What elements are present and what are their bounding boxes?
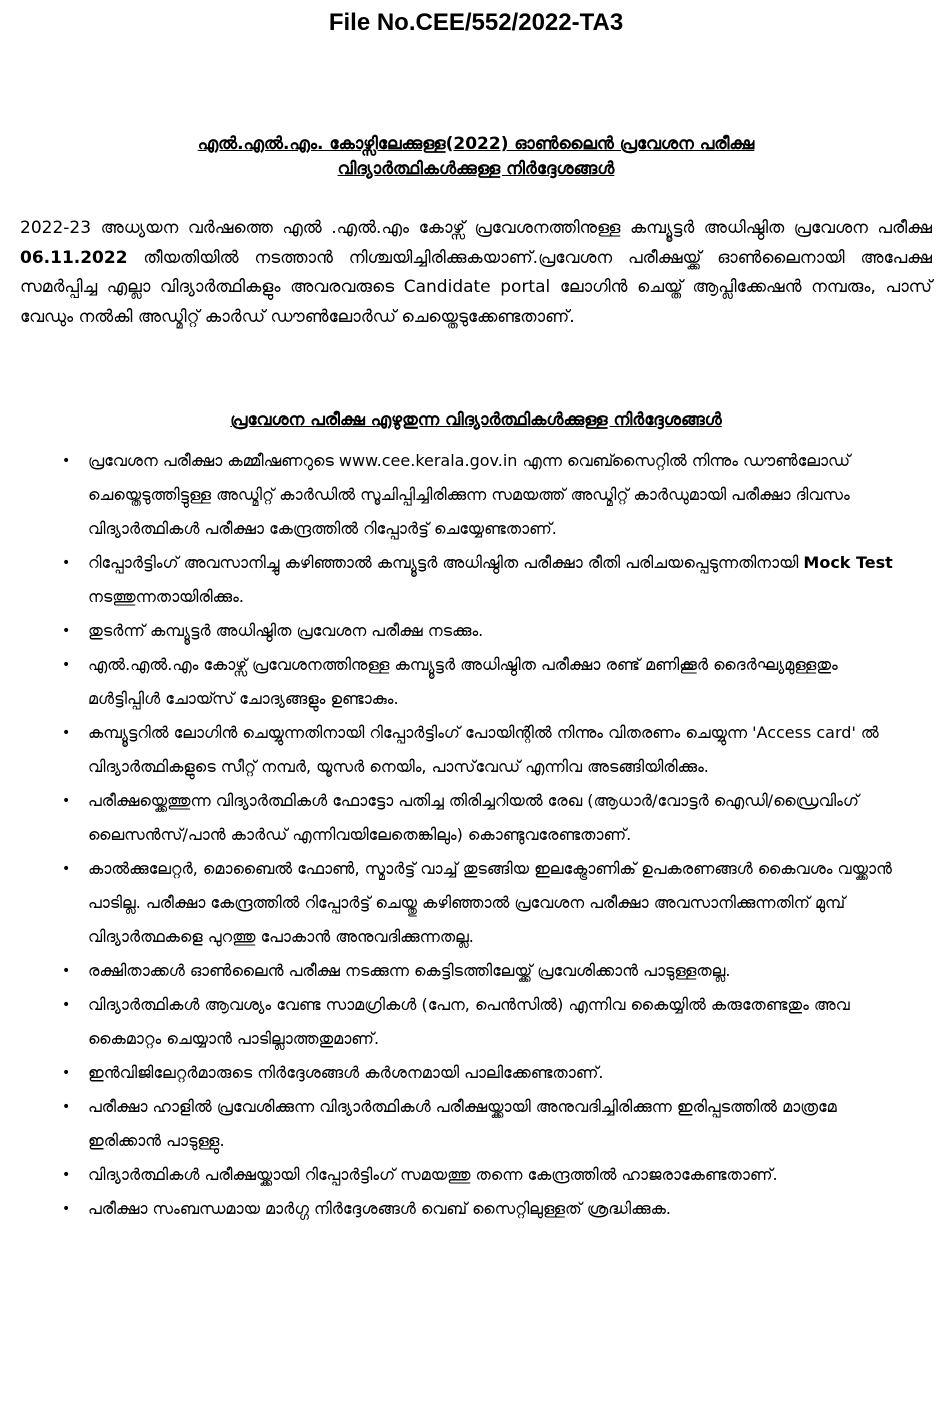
- bullet-icon: •: [62, 963, 71, 979]
- list-item: [0, 954, 952, 988]
- list-item: [0, 988, 952, 1056]
- list-item: [0, 852, 952, 954]
- list-item: [0, 614, 952, 648]
- list-item: [0, 784, 952, 852]
- bullet-icon: •: [62, 997, 71, 1013]
- file-number: File No.CEE/552/2022-TA3: [328, 9, 624, 36]
- instruction-text: പരീക്ഷാ സംബന്ധമായ മാർഗ്ഗ നിർദ്ദേശങ്ങൾ വെബ് സൈറ്റിലുള്ളത് ശ്രദ്ധിക്കുക.: [88, 1199, 671, 1218]
- list-item: [0, 546, 952, 614]
- instruction-text: കാൽക്കുലേറ്റർ, മൊബൈൽ ഫോൺ, സ്മാർട്ട് വാച്ച് തുടങ്ങിയ ഇലക്ട്രോണിക് ഉപകരണങ്ങൾ കൈവശം വയ്ക്കാൻ പാടില്ല. പരീക്ഷാ കേന്ദ്രത്തിൽ റിപ്പോർട്ട് ചെയ്തു കഴിഞ്ഞാൽ പ്രവേശന പരീക്ഷാ അവസാനിക്കുന്നതിന് മുമ്പ് വിദ്യാർത്ഥകളെ പുറത്തു പോകാൻ അനുവദിക്കുന്നതല്ല.: [88, 859, 892, 946]
- bullet-icon: •: [62, 1167, 71, 1183]
- bullet-icon: •: [62, 1201, 71, 1217]
- list-item: [0, 716, 952, 784]
- list-item: [0, 444, 952, 546]
- instruction-text: പരീക്ഷാ ഹാളിൽ പ്രവേശിക്കുന്ന വിദ്യാർത്ഥികൾ പരീക്ഷയ്ക്കായി അനുവദിച്ചിരിക്കുന്ന ഇരിപ്പടത്തിൽ മാത്രമേ ഇരിക്കാൻ പാടുള്ളു.: [88, 1097, 837, 1150]
- document-title-line-1: എൽ.എൽ.എം. കോഴ്സിലേക്കുള്ള(2022) ഓൺലൈൻ പ്രവേശന പരീക്ഷ: [197, 134, 755, 154]
- instruction-text: ഇൻവിജിലേറ്റർമാരുടെ നിർദ്ദേശങ്ങൾ കർശനമായി പാലിക്കേണ്ടതാണ്.: [88, 1063, 604, 1082]
- list-item: [0, 1090, 952, 1158]
- instruction-text: റിപ്പോർട്ടിംഗ് അവസാനിച്ചു കഴിഞ്ഞാൽ കമ്പ്യൂട്ടർ അധിഷ്ഠിത പരീക്ഷാ രീതി പരിചയപ്പെടുന്നതിനായി: [88, 553, 804, 572]
- instruction-text-end: നടത്തുന്നതായിരിക്കും.: [88, 587, 244, 606]
- bullet-icon: •: [62, 453, 71, 469]
- instruction-list: [0, 444, 952, 1226]
- bullet-icon: •: [62, 623, 71, 639]
- list-item: [0, 1056, 952, 1090]
- bullet-icon: •: [62, 555, 71, 571]
- bullet-icon: •: [62, 861, 71, 877]
- instruction-text: തുടർന്ന് കമ്പ്യൂട്ടർ അധിഷ്ഠിത പ്രവേശന പരീക്ഷ നടക്കും.: [88, 621, 484, 640]
- instruction-text: വിദ്യാർത്ഥികൾ ആവശ്യം വേണ്ട സാമഗ്രികൾ (പേന, പെൻസിൽ) എന്നിവ കൈയ്യിൽ കരുതേണ്ടതും അവ കൈമാറ്റം ചെയ്യാൻ പാടില്ലാത്തതുമാണ്.: [88, 995, 850, 1048]
- instruction-text: രക്ഷിതാക്കൾ ഓൺലൈൻ പരീക്ഷ നടക്കുന്ന കെട്ടിടത്തിലേയ്ക്ക് പ്രവേശിക്കാൻ പാടുള്ളതല്ല.: [88, 961, 731, 980]
- intro-paragraph: [20, 214, 932, 332]
- list-item: [0, 648, 952, 716]
- list-item: [0, 1158, 952, 1192]
- bullet-icon: •: [62, 657, 71, 673]
- instruction-text: പ്രവേശന പരീക്ഷാ കമ്മീഷണറുടെ www.cee.kerala.gov.in എന്ന വെബ്സൈറ്റിൽ നിന്നും ഡൗൺലോഡ് ചെയ്തെടുത്തിട്ടുള്ള അഡ്മിറ്റ് കാർഡിൽ സൂചിപ്പിച്ചിരിക്കുന്ന സമയത്ത് അഡ്മിറ്റ് കാർഡുമായി പരീക്ഷാ ദിവസം വിദ്യാർത്ഥികൾ പരീക്ഷാ കേന്ദ്രത്തിൽ റിപ്പോർട്ട് ചെയ്യേണ്ടതാണ്.: [88, 451, 851, 538]
- list-item: [0, 1192, 952, 1226]
- bullet-icon: •: [62, 793, 71, 809]
- bullet-icon: •: [62, 725, 71, 741]
- exam-date: 06.11.2022: [20, 247, 128, 268]
- instruction-text: കമ്പ്യൂട്ടറിൽ ലോഗിൻ ചെയ്യുന്നതിനായി റിപ്പോർട്ടിംഗ് പോയിന്റിൽ നിന്നും വിതരണം ചെയ്യുന്ന 'Access card' ൽ വിദ്യാർത്ഥികളുടെ സീറ്റ് നമ്പർ, യൂസർ നെയിം, പാസ്‌വേഡ് എന്നിവ അടങ്ങിയിരിക്കും.: [88, 723, 879, 776]
- mock-test-label: Mock Test: [803, 553, 893, 572]
- intro-text-2: തീയതിയിൽ നടത്താൻ നിശ്ചയിച്ചിരിക്കുകയാണ്.പ്രവേശന പരീക്ഷയ്ക്ക് ഓൺലൈനായി അപേക്ഷ സമർപ്പിച്ച എല്ലാ വിദ്യാർത്ഥികളും അവരവരുടെ Candidate portal ലോഗിൻ ചെയ്ത് ആപ്ലിക്കേഷൻ നമ്പരും, പാസ് വേഡും നൽകി അഡ്മിറ്റ് കാർഡ് ഡൗൺലോർഡ് ചെയ്തെടുക്കേണ്ടതാണ്.: [20, 247, 932, 327]
- bullet-icon: •: [62, 1065, 71, 1081]
- instruction-text: എൽ.എൽ.എം കോഴ്സ് പ്രവേശനത്തിനുള്ള കമ്പ്യൂട്ടർ അധിഷ്ഠിത പരീക്ഷാ രണ്ട് മണിക്കൂർ ദൈർഘ്യമുള്ളതും മൾട്ടിപ്പിൾ ചോയ്സ് ചോദ്യങ്ങളും ഉണ്ടാകും.: [88, 655, 838, 708]
- instruction-text: വിദ്യാർത്ഥികൾ പരീക്ഷയ്ക്കായി റിപ്പോർട്ടിംഗ് സമയത്തു തന്നെ കേന്ദ്രത്തിൽ ഹാജരാകേണ്ടതാണ്.: [88, 1165, 778, 1184]
- section-heading: പ്രവേശന പരീക്ഷ എഴുതുന്ന വിദ്യാർത്ഥികൾക്കുള്ള നിർദ്ദേശങ്ങൾ: [230, 410, 722, 430]
- document-title-line-2: വിദ്യാർത്ഥികൾക്കുള്ള നിർദ്ദേശങ്ങൾ: [337, 159, 615, 179]
- instruction-text: പരീക്ഷയ്ക്കെത്തുന്ന വിദ്യാർത്ഥികൾ ഫോട്ടോ പതിച്ച തിരിച്ചറിയൽ രേഖ (ആധാർ/വോട്ടർ ഐഡി/ഡ്രൈവിംഗ് ലൈസൻസ്/പാൻ കാർഡ് എന്നിവയിലേതെങ്കിലും) കൊണ്ടുവരേണ്ടതാണ്.: [88, 791, 859, 844]
- bullet-icon: •: [62, 1099, 71, 1115]
- intro-text-1: 2022-23 അധ്യയന വർഷത്തെ എൽ .എൽ.എം കോഴ്സ് പ്രവേശനത്തിനുള്ള കമ്പ്യൂട്ടർ അധിഷ്ഠിത പ്രവേശന പരീക്ഷ: [20, 218, 932, 238]
